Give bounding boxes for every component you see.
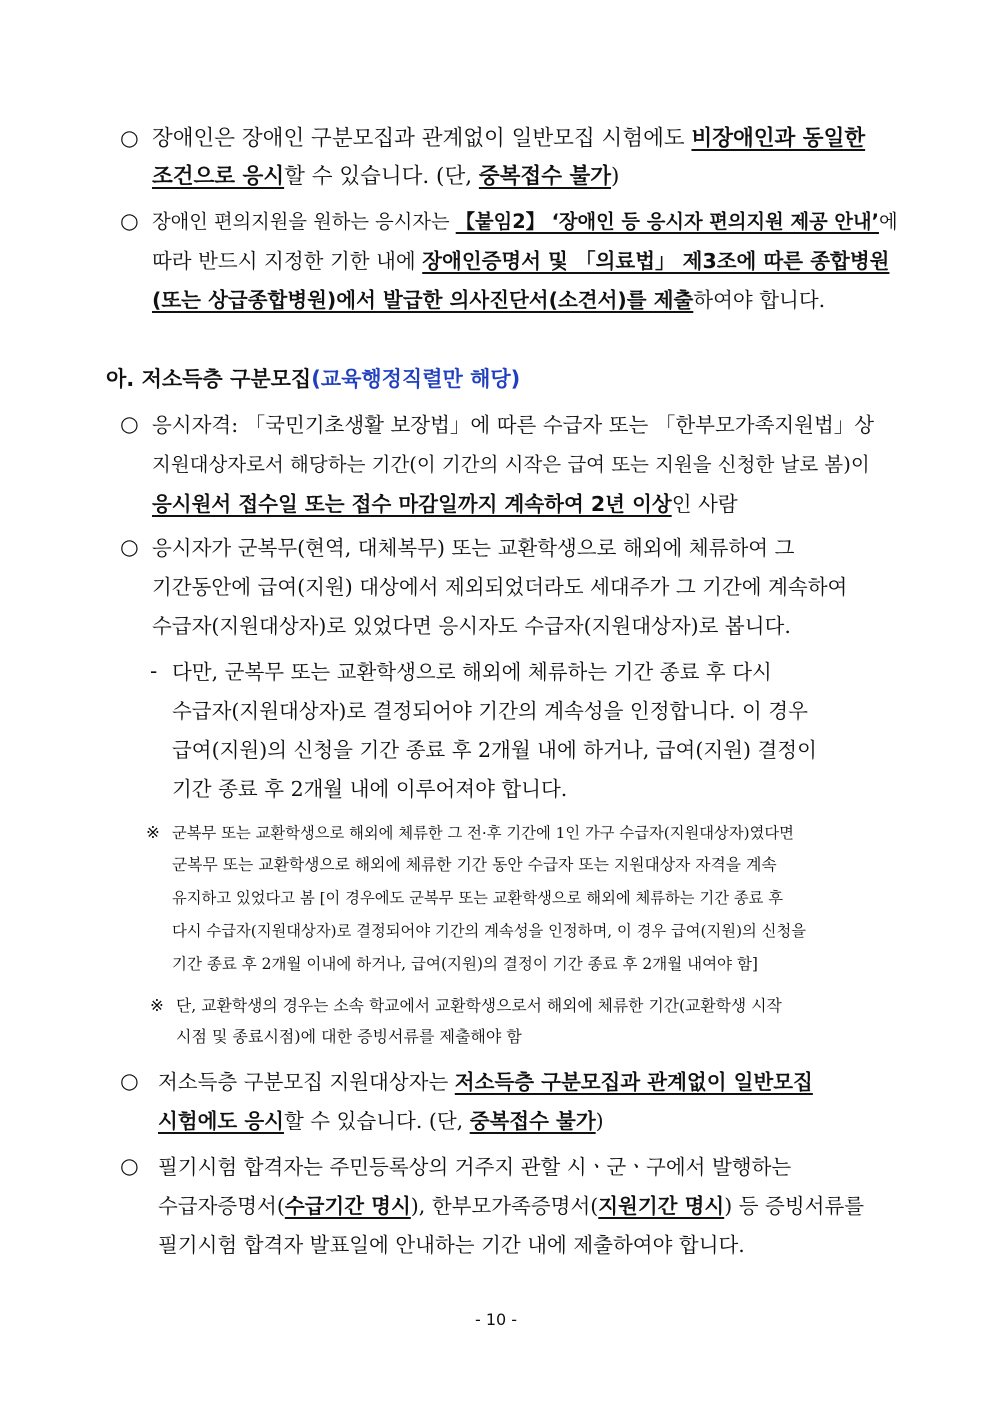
- text-run: 장애인은 장애인 구분모집과 관계없이 일반모집 시험에도 비장애인과 동일한: [152, 126, 866, 151]
- bullet: ○: [120, 209, 139, 234]
- note-mark: ※: [150, 996, 164, 1015]
- dash: -: [150, 659, 158, 684]
- text-run: 따라 반드시 지정한 기한 내에 장애인증명서 및 「의료법」 제3조에 따른 종합병원: [152, 249, 890, 273]
- bullet: ○: [120, 1069, 139, 1094]
- bullet: ○: [120, 1154, 139, 1179]
- text-run: 조건으로 응시할 수 있습니다. (단, 중복접수 불가): [152, 164, 620, 189]
- note-mark: ※: [146, 823, 160, 842]
- bullet: ○: [120, 412, 139, 437]
- text-run: (또는 상급종합병원)에서 발급한 의사진단서(소견서)를 제출하여야 합니다.: [152, 288, 826, 312]
- text-run: 장애인 편의지원을 원하는 응시자는 【붙임2】 ‘장애인 등 응시자 편의지원 제공 안내’에: [152, 210, 898, 233]
- page-number: - 10 -: [474, 1310, 518, 1329]
- bullet: ○: [120, 535, 139, 560]
- bullet: ○: [120, 126, 139, 151]
